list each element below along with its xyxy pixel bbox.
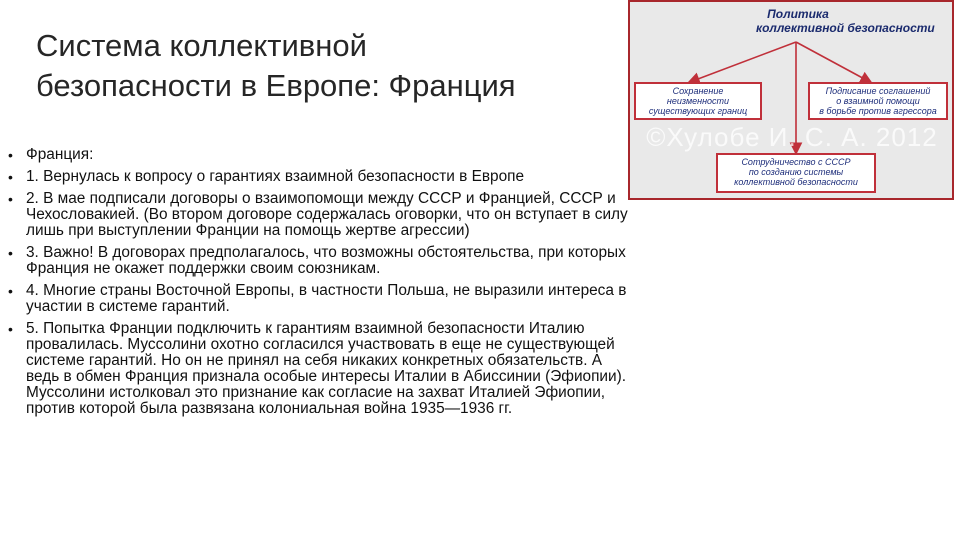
bullet-item: • 1. Вернулась к вопросу о гарантиях взаимной безопасности в Европе xyxy=(8,169,634,185)
bullet-list xyxy=(8,147,634,423)
diagram-left-box xyxy=(634,82,762,120)
bottom-line-2: по созданию системы xyxy=(748,167,844,177)
watermark: ©Хулобе И. С. А. 2012 xyxy=(646,122,938,152)
left-line-2: неизменности xyxy=(666,96,730,106)
top-line-2: коллективной безопасности xyxy=(756,21,935,35)
bullet-item: • 5. Попытка Франции подключить к гарантиям взаимной безопасности Италию провалилась. Муссолини охотно согласился участвовать в еще не существующей системе гарантий. Но он не принял на себя никаких конкретных обязательств. А ведь в обмен Франция признала особые интересы Италии в Абиссинии (Эфиопии). Муссолини истолковал это признание как согласие на захват Италией Эфиопии, против которой была развязана колониальная война 1935—1936 гг. xyxy=(8,321,634,417)
left-line-3: существующих границ xyxy=(648,106,748,116)
bullet-item: • Франция: xyxy=(8,147,634,163)
bullet-item: • 3. Важно! В договорах предполагалось, что возможны обстоятельства, при которых Франция не окажет поддержки своим союзникам. xyxy=(8,245,634,277)
right-line-2: о взаимной помощи xyxy=(836,96,920,106)
diagram-top-box xyxy=(756,3,935,41)
right-line-1: Подписание соглашений xyxy=(825,86,931,96)
bullet-item: • 4. Многие страны Восточной Европы, в частности Польша, не выразили интереса в участии в системе гарантий. xyxy=(8,283,634,315)
right-line-3: в борьбе против агрессора xyxy=(819,106,937,116)
bottom-line-1: Сотрудничество с СССР xyxy=(741,157,851,167)
diagram-bottom-box xyxy=(716,153,876,193)
bottom-line-3: коллективной безопасности xyxy=(734,177,858,187)
policy-diagram xyxy=(628,0,954,200)
title-line-2: безопасности в Европе: Франция xyxy=(36,68,516,103)
title-line-1: Система коллективной xyxy=(36,28,367,63)
left-line-1: Сохранение xyxy=(672,86,724,96)
arrow-right xyxy=(796,42,870,82)
slide-title xyxy=(36,26,616,106)
bullet-item: • 2. В мае подписали договоры о взаимопомощи между СССР и Францией, СССР и Чехословакией. (Во втором договоре содержалась оговорки, что он вступает в силу лишь при выступлении Франции на помощь жертве агрессии) xyxy=(8,191,634,239)
top-line-1: Политика xyxy=(767,7,829,21)
diagram-right-box xyxy=(808,82,948,120)
arrow-left xyxy=(690,42,796,82)
